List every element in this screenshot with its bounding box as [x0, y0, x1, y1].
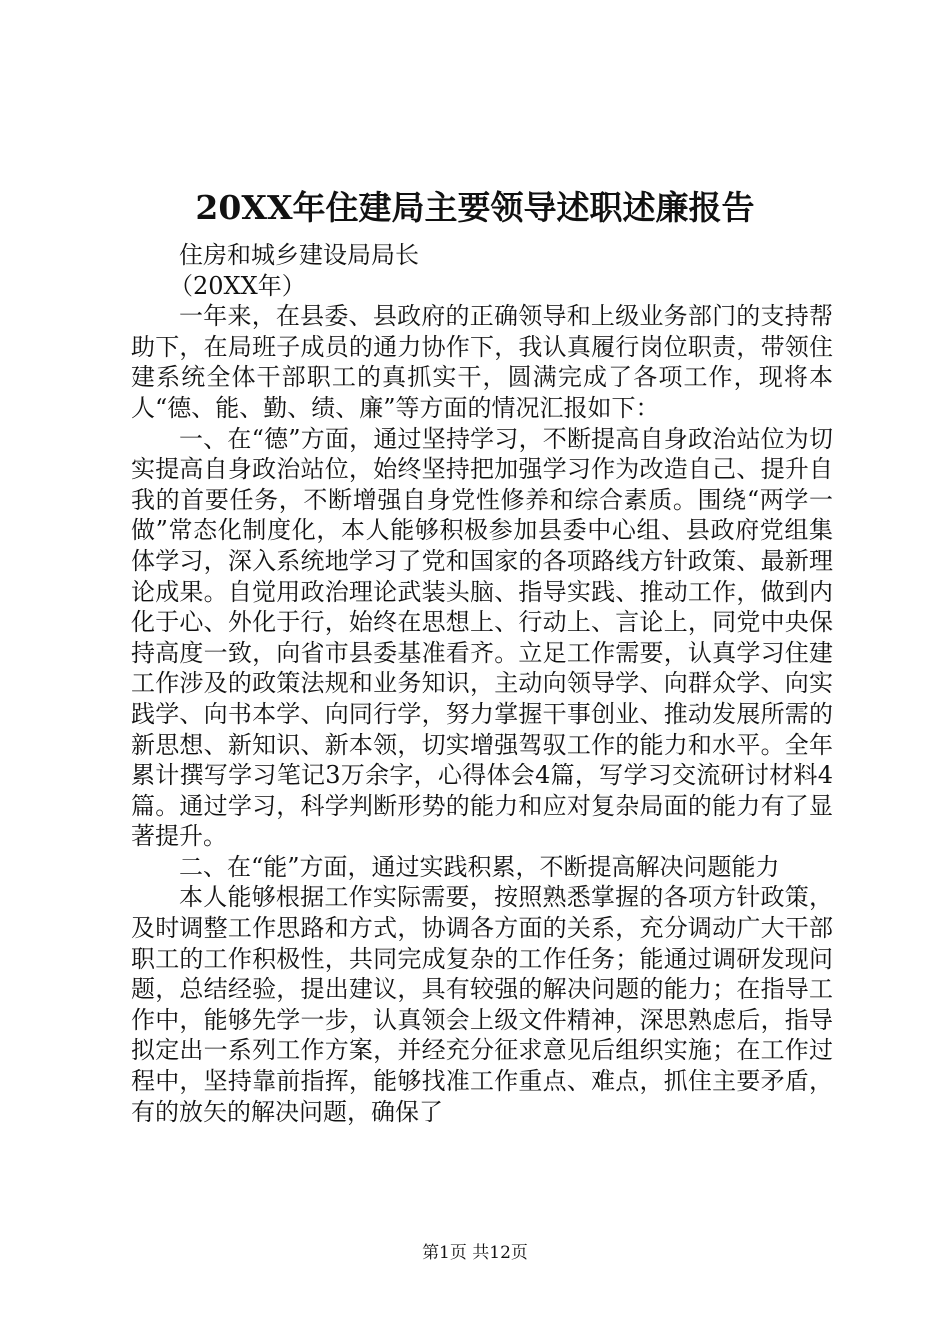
paragraph-intro: 一年来，在县委、县政府的正确领导和上级业务部门的支持帮助下，在局班子成员的通力协作下，我认真履行岗位职责，带领住建系统全体干部职工的真抓实干，圆满完成了各项工作，现将本人“德、能、勤、绩、廉”等方面的情况汇报如下：	[131, 302, 833, 422]
document-title: 20XX年住建局主要领导述职述廉报告	[195, 188, 755, 227]
year-line: （20XX年）	[169, 271, 306, 300]
paragraph-ability-body: 本人能够根据工作实际需要，按照熟悉掌握的各项方针政策，及时调整工作思路和方式，协调各方面的关系，充分调动广大干部职工的工作积极性，共同完成复杂的工作任务；能通过调研发现问题，总结经验，提出建议，具有较强的解决问题的能力；在指导工作中，能够先学一步，认真领会上级文件精神，深思熟虑后，指导拟定出一系列工作方案，并经充分征求意见后组织实施；在工作过程中，坚持靠前指挥，能够找准工作重点、难点，抓住主要矛盾，有的放矢的解决问题，确保了	[131, 883, 833, 1126]
page-number-footer: 第1页 共12页	[422, 1243, 528, 1263]
document-body	[131, 240, 833, 1127]
paragraph-virtue: 一、在“德”方面，通过坚持学习，不断提高自身政治站位为切实提高自身政治站位，始终坚持把加强学习作为改造自己、提升自我的首要任务，不断增强自身党性修养和综合素质。围绕“两学一做”常态化制度化，本人能够积极参加县委中心组、县政府党组集体学习，深入系统地学习了党和国家的各项路线方针政策、最新理论成果。自觉用政治理论武装头脑、指导实践、推动工作，做到内化于心、外化于行，始终在思想上、行动上、言论上，同党中央保持高度一致，向省市县委基准看齐。立足工作需要，认真学习住建工作涉及的政策法规和业务知识，主动向领导学、向群众学、向实践学、向书本学、向同行学，努力掌握干事创业、推动发展所需的新思想、新知识、新本领，切实增强驾驭工作的能力和水平。全年累计撰写学习笔记3万余字，心得体会4篇，写学习交流研讨材料4篇。通过学习，科学判断形势的能力和应对复杂局面的能力有了显著提升。	[131, 424, 833, 851]
paragraph-ability-heading: 二、在“能”方面，通过实践积累，不断提高解决问题能力	[179, 852, 780, 881]
author-line: 住房和城乡建设局局长	[179, 241, 419, 269]
